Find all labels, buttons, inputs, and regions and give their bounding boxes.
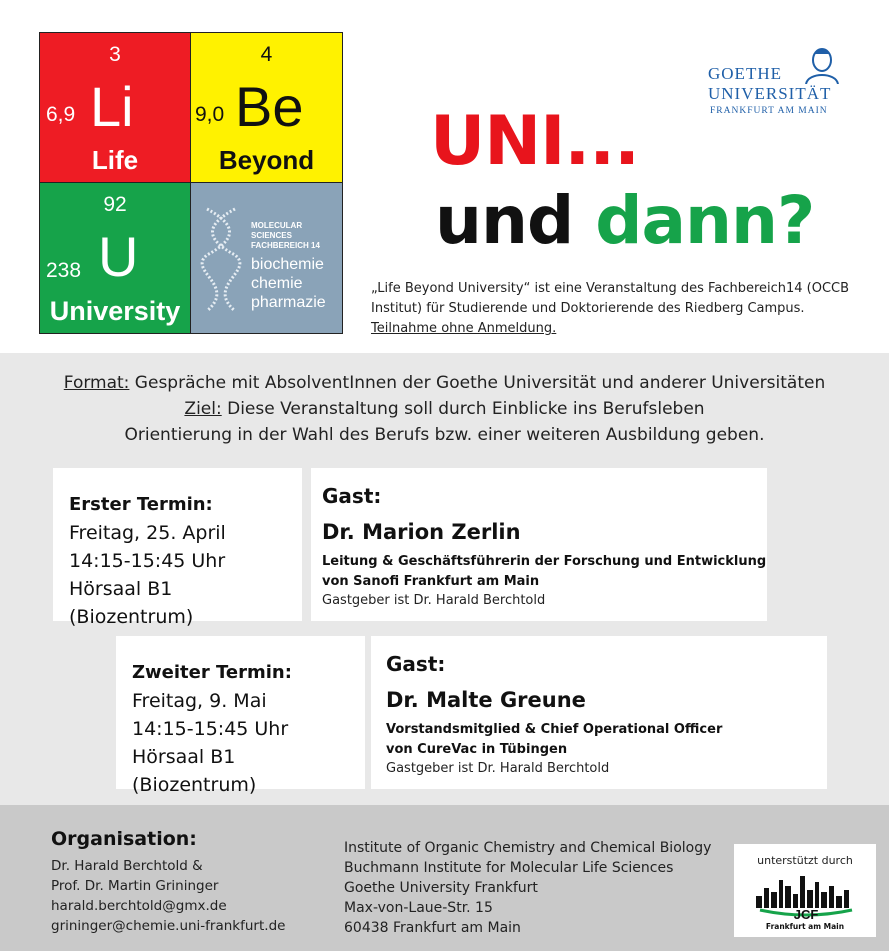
frankfurt-skyline-icon	[754, 872, 858, 920]
termin-label: Zweiter Termin:	[132, 662, 292, 683]
guest-role-line-1: Leitung & Geschäftsführerin der Forschung und Entwicklung	[322, 554, 767, 569]
guest-role-line-1: Vorstandsmitglied & Chief Operational Officer	[386, 722, 723, 737]
molecular-sciences-badge	[191, 183, 342, 333]
headline-und: und	[435, 182, 574, 259]
event-2-guest-card	[371, 636, 827, 789]
element-symbol: U	[98, 225, 139, 288]
event-room: Hörsaal B1 (Biozentrum)	[69, 578, 194, 628]
event-1-guest-card	[311, 468, 767, 621]
periodic-table-logo	[39, 32, 343, 334]
guest-host: Gastgeber ist Dr. Harald Berchtold	[386, 761, 610, 776]
goethe-portrait-icon	[802, 44, 842, 84]
badge-word-1: biochemie	[251, 256, 324, 273]
guest-role	[386, 720, 827, 760]
organisation-list	[51, 856, 285, 936]
address-line: 60438 Frankfurt am Main	[344, 920, 521, 936]
format-block	[0, 370, 889, 448]
element-symbol: Be	[235, 75, 304, 138]
element-number: 4	[260, 43, 273, 66]
event-time: 14:15-15:45 Uhr	[132, 718, 289, 740]
gast-label: Gast:	[322, 484, 382, 508]
badge-word-2: chemie	[251, 275, 303, 292]
guest-name: Dr. Malte Greune	[386, 688, 586, 712]
element-number: 92	[103, 193, 127, 216]
event-time: 14:15-15:45 Uhr	[69, 550, 226, 572]
ziel-text-2: Orientierung in der Wahl des Berufs bzw. einer weiteren Ausbildung geben.	[124, 425, 765, 445]
logo-line-2: UNIVERSITÄT	[708, 84, 832, 103]
intro-note: Teilnahme ohne Anmeldung.	[371, 321, 557, 336]
logo-line-1: GOETHE	[708, 64, 782, 83]
element-li-cell	[40, 33, 191, 183]
goethe-university-logo	[706, 44, 846, 124]
element-number: 3	[109, 43, 121, 66]
guest-role-line-2: von Sanofi Frankfurt am Main	[322, 574, 540, 589]
dna-helix-icon	[197, 205, 245, 315]
element-mass: 238	[46, 259, 82, 282]
event-date: Freitag, 9. Mai	[132, 690, 267, 712]
guest-name: Dr. Marion Zerlin	[322, 520, 521, 544]
format-label: Format:	[63, 373, 130, 393]
element-word: University	[49, 296, 181, 326]
organiser-line: Dr. Harald Berchtold &	[51, 858, 203, 874]
organisation-heading: Organisation:	[51, 828, 197, 850]
termin-label: Erster Termin:	[69, 494, 213, 515]
guest-role-line-2: von CureVac in Tübingen	[386, 742, 568, 757]
event-2-date-card	[116, 636, 365, 796]
gast-label: Gast:	[386, 652, 446, 676]
jcf-sponsor-logo	[734, 844, 876, 937]
event-date: Freitag, 25. April	[69, 522, 226, 544]
intro-text	[371, 279, 881, 339]
element-mass: 6,9	[46, 103, 76, 126]
logo-line-3: FRANKFURT AM MAIN	[710, 106, 828, 116]
sponsor-name: JCF	[793, 907, 819, 920]
element-word: Life	[91, 145, 139, 175]
badge-word-3: pharmazie	[251, 294, 326, 311]
guest-host: Gastgeber ist Dr. Harald Berchtold	[322, 593, 546, 608]
headline-und-dann	[435, 182, 814, 259]
ziel-label: Ziel:	[184, 399, 222, 419]
event-1-date-card	[53, 468, 302, 628]
format-text: Gespräche mit AbsolventInnen der Goethe Universität und anderer Universitäten	[129, 373, 826, 393]
ziel-text: Diese Veranstaltung soll durch Einblicke ins Berufsleben	[221, 399, 705, 419]
sponsor-sub: Frankfurt am Main	[765, 922, 845, 931]
address-line: Goethe University Frankfurt	[344, 880, 538, 896]
institute-address	[344, 838, 711, 938]
guest-role	[322, 552, 767, 592]
organiser-email: harald.berchtold@gmx.de	[51, 898, 227, 914]
address-line: Max-von-Laue-Str. 15	[344, 900, 493, 916]
address-line: Institute of Organic Chemistry and Chemical Biology	[344, 840, 712, 856]
element-mass: 9,0	[195, 103, 225, 126]
element-be-cell	[191, 33, 342, 183]
element-symbol: Li	[90, 75, 134, 138]
sponsor-label: unterstützt durch	[757, 854, 853, 867]
element-u-cell	[40, 183, 191, 333]
intro-description: „Life Beyond University“ ist eine Veranstaltung des Fachbereich14 (OCCB Institut) für Studierende und Doktorierende des Riedberg Campus.	[371, 281, 850, 316]
address-line: Buchmann Institute for Molecular Life Sciences	[344, 860, 674, 876]
headline-dann: dann?	[595, 182, 815, 259]
event-room: Hörsaal B1 (Biozentrum)	[132, 746, 257, 796]
organiser-line: Prof. Dr. Martin Grininger	[51, 878, 219, 894]
badge-line-2: FACHBEREICH 14	[251, 241, 320, 250]
organiser-email: grininger@chemie.uni-frankfurt.de	[51, 918, 286, 934]
badge-line-1: MOLECULAR SCIENCES	[251, 221, 303, 240]
element-word: Beyond	[218, 145, 315, 175]
headline-uni: UNI...	[430, 102, 639, 181]
